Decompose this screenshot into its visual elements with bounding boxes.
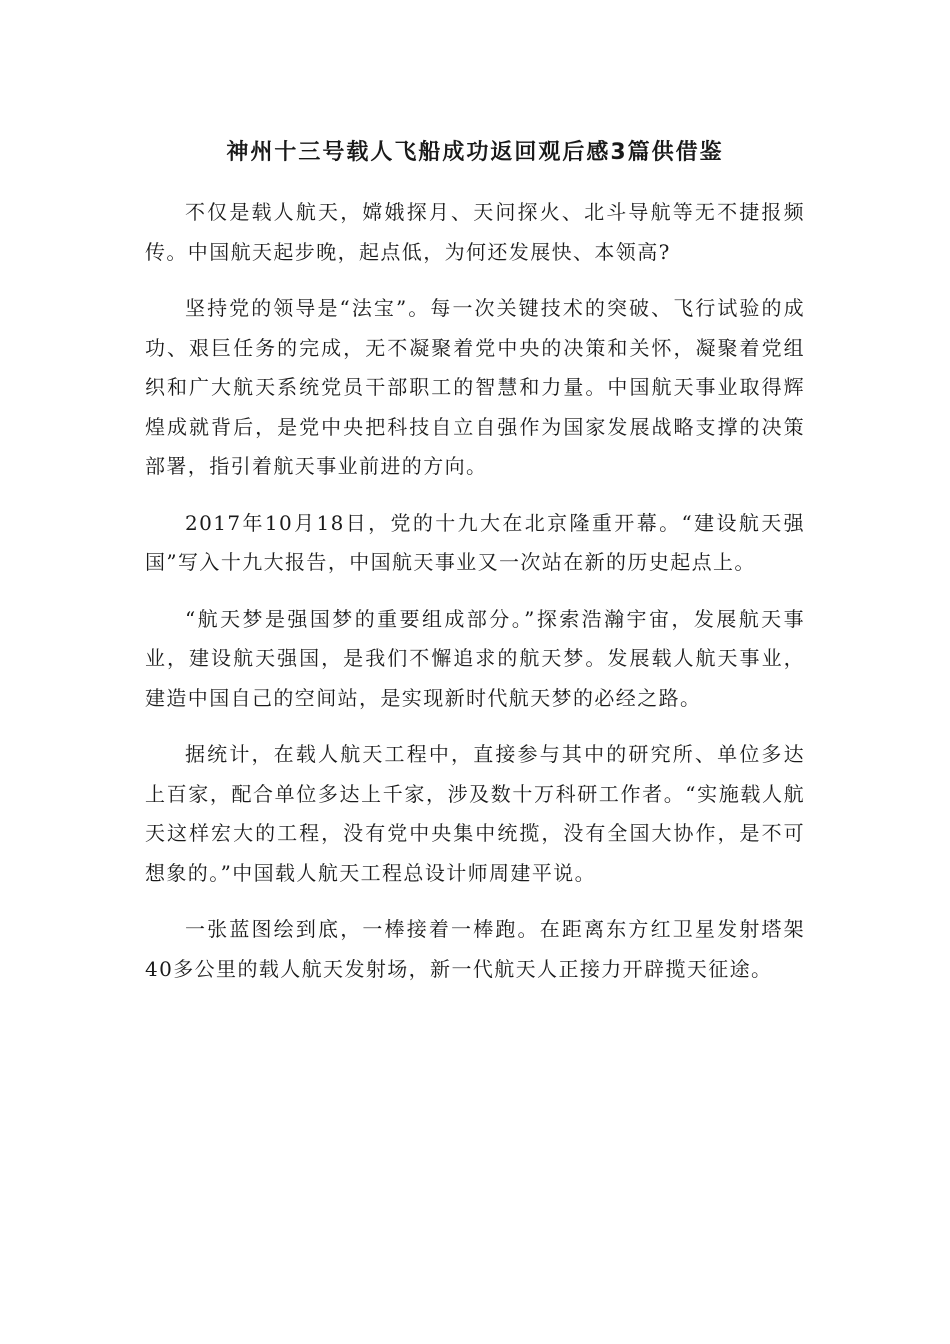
paragraph: 坚持党的领导是“法宝”。每一次关键技术的突破、飞行试验的成功、艰巨任务的完成，无不凝聚着党中央的决策和关怀，凝聚着党组织和广大航天系统党员干部职工的智慧和力量。中国航天事业取得辉煌成就背后，是党中央把科技自立自强作为国家发展战略支撑的决策部署，指引着航天事业前进的方向。 (145, 296, 805, 478)
paragraph: 不仅是载人航天，嫦娥探月、天问探火、北斗导航等无不捷报频传。中国航天起步晚，起点低，为何还发展快、本领高? (145, 200, 805, 264)
document-title: 神州十三号载人飞船成功返回观后感3篇供借鉴 (226, 140, 724, 165)
paragraph: “航天梦是强国梦的重要组成部分。”探索浩瀚宇宙，发展航天事业，建设航天强国，是我们不懈追求的航天梦。发展载人航天事业，建造中国自己的空间站，是实现新时代航天梦的必经之路。 (145, 606, 805, 710)
document-body (145, 193, 805, 1006)
paragraph: 一张蓝图绘到底，一棒接着一棒跑。在距离东方红卫星发射塔架40多公里的载人航天发射场，新一代航天人正接力开辟揽天征途。 (145, 917, 805, 981)
paragraph: 据统计，在载人航天工程中，直接参与其中的研究所、单位多达上百家，配合单位多达上千家，涉及数十万科研工作者。“实施载人航天这样宏大的工程，没有党中央集中统揽，没有全国大协作，是不可想象的。”中国载人航天工程总设计师周建平说。 (145, 742, 805, 885)
paragraph: 2017年10月18日，党的十九大在北京隆重开幕。“建设航天强国”写入十九大报告，中国航天事业又一次站在新的历史起点上。 (145, 510, 805, 574)
